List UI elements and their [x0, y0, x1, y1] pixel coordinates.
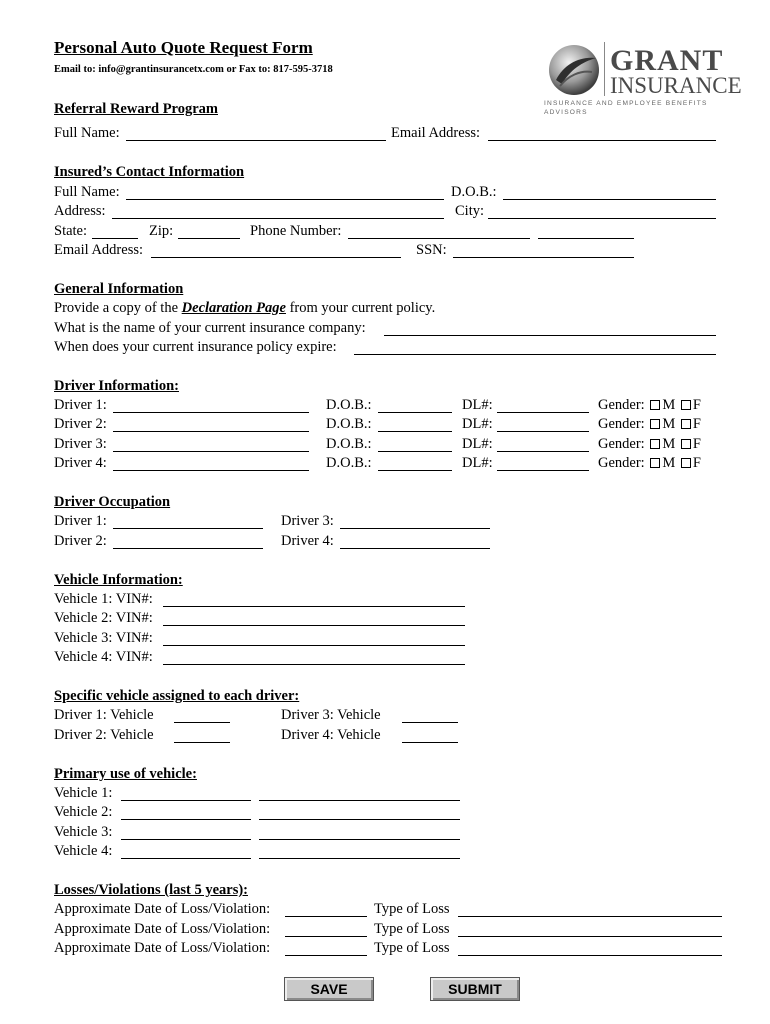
assigned-driver3-field[interactable] — [402, 722, 458, 723]
occupation-driver2-field[interactable] — [113, 548, 263, 549]
declaration-page-link: Declaration Page — [181, 300, 286, 316]
driver-gender — [598, 435, 701, 453]
insured-state-field[interactable] — [92, 238, 138, 239]
primary-use-vehicle-label: Vehicle 1: — [54, 785, 113, 801]
contact-line: Email to: info@grantinsurancetx.com or Fax to: 817-595-3718 — [54, 64, 333, 75]
occupation-driver3-field[interactable] — [340, 528, 490, 529]
driver-dob-field[interactable] — [378, 451, 452, 452]
referral-heading: Referral Reward Program — [54, 101, 218, 117]
occupation-driver1-field[interactable] — [113, 528, 263, 529]
vehicle-vin-field[interactable] — [163, 645, 465, 646]
losses-heading: Losses/Violations (last 5 years): — [54, 882, 248, 898]
loss-date-label: Approximate Date of Loss/Violation: — [54, 921, 271, 937]
referral-email-field[interactable] — [488, 140, 716, 141]
gender-male-label: M — [662, 397, 676, 413]
insured-phone-field[interactable] — [348, 238, 530, 239]
gender-male-checkbox[interactable] — [650, 458, 660, 468]
driver-dl-label: DL#: — [462, 455, 493, 471]
insured-state-label: State: — [54, 223, 88, 239]
referral-full-name-label: Full Name: — [54, 125, 120, 141]
vehicle-vin-field[interactable] — [163, 606, 465, 607]
driver-name-field[interactable] — [113, 470, 309, 471]
grant-insurance-logo — [544, 40, 742, 116]
primary-use-detail-field[interactable] — [259, 800, 460, 801]
driver-label: Driver 3: — [54, 436, 107, 452]
driver-dob-label: D.O.B.: — [326, 397, 372, 413]
driver-gender — [598, 396, 701, 414]
driver-name-field[interactable] — [113, 451, 309, 452]
driver-gender — [598, 415, 701, 433]
occupation-driver4-field[interactable] — [340, 548, 490, 549]
insured-ssn-label: SSN: — [416, 242, 447, 258]
loss-type-label: Type of Loss — [374, 901, 450, 917]
insured-email-field[interactable] — [151, 257, 401, 258]
declaration-instruction — [54, 299, 435, 317]
current-company-field[interactable] — [384, 335, 716, 336]
driver-name-field[interactable] — [113, 412, 309, 413]
gender-female-checkbox[interactable] — [681, 439, 691, 449]
gender-female-checkbox[interactable] — [681, 419, 691, 429]
vehicle-vin-label: Vehicle 2: VIN#: — [54, 610, 153, 626]
policy-expire-label: When does your current insurance policy expire: — [54, 339, 337, 355]
driver-dob-label: D.O.B.: — [326, 455, 372, 471]
driver-dob-label: D.O.B.: — [326, 436, 372, 452]
gender-label: Gender: — [598, 436, 645, 452]
insured-phone-ext-field[interactable] — [538, 238, 634, 239]
driver-dl-label: DL#: — [462, 416, 493, 432]
insured-phone-label: Phone Number: — [250, 223, 342, 239]
vehicle-vin-label: Vehicle 1: VIN#: — [54, 591, 153, 607]
gender-male-label: M — [662, 436, 676, 452]
primary-use-field[interactable] — [121, 858, 251, 859]
vehicle-vin-field[interactable] — [163, 625, 465, 626]
policy-expire-field[interactable] — [354, 354, 716, 355]
gender-label: Gender: — [598, 397, 645, 413]
driver-gender — [598, 454, 701, 472]
gender-male-checkbox[interactable] — [650, 400, 660, 410]
assigned-heading: Specific vehicle assigned to each driver: — [54, 688, 300, 704]
driver-info-heading: Driver Information: — [54, 378, 179, 394]
occupation-driver2-label: Driver 2: — [54, 533, 107, 549]
general-heading: General Information — [54, 281, 184, 297]
driver-dl-label: DL#: — [462, 397, 493, 413]
insured-dob-label: D.O.B.: — [451, 184, 497, 200]
occupation-driver1-label: Driver 1: — [54, 513, 107, 529]
occupation-heading: Driver Occupation — [54, 494, 171, 510]
driver-dl-label: DL#: — [462, 436, 493, 452]
logo-tagline: INSURANCE AND EMPLOYEE BENEFITS ADVISORS — [544, 100, 708, 116]
submit-button[interactable]: SUBMIT — [430, 977, 520, 1001]
vehicle-vin-label: Vehicle 3: VIN#: — [54, 630, 153, 646]
current-company-label: What is the name of your current insurance company: — [54, 320, 366, 336]
loss-date-field[interactable] — [285, 936, 367, 937]
grant-swoosh-icon — [546, 42, 602, 98]
insured-ssn-field[interactable] — [453, 257, 634, 258]
assigned-driver4-label: Driver 4: Vehicle — [281, 727, 381, 743]
insured-email-label: Email Address: — [54, 242, 144, 258]
declaration-text-after: from your current policy. — [285, 300, 436, 316]
assigned-driver1-field[interactable] — [174, 722, 230, 723]
insured-address-field[interactable] — [112, 218, 444, 219]
declaration-text-before: Provide a copy of the — [54, 300, 182, 316]
vehicle-vin-field[interactable] — [163, 664, 465, 665]
insured-dob-field[interactable] — [503, 199, 716, 200]
insured-zip-field[interactable] — [178, 238, 240, 239]
logo-brand: GRANT — [610, 44, 724, 77]
primary-use-field[interactable] — [121, 839, 251, 840]
driver-label: Driver 2: — [54, 416, 107, 432]
driver-label: Driver 4: — [54, 455, 107, 471]
loss-type-field[interactable] — [458, 955, 722, 956]
primary-use-field[interactable] — [121, 800, 251, 801]
loss-type-label: Type of Loss — [374, 921, 450, 937]
logo-divider — [604, 42, 605, 96]
logo-brand-2: INSURANCE — [610, 73, 742, 98]
gender-male-checkbox[interactable] — [650, 439, 660, 449]
assigned-driver3-label: Driver 3: Vehicle — [281, 707, 381, 723]
loss-date-field[interactable] — [285, 955, 367, 956]
loss-date-label: Approximate Date of Loss/Violation: — [54, 940, 271, 956]
driver-name-field[interactable] — [113, 431, 309, 432]
vehicle-vin-label: Vehicle 4: VIN#: — [54, 649, 153, 665]
driver-dl-field[interactable] — [497, 470, 589, 471]
referral-email-label: Email Address: — [391, 125, 481, 141]
insured-full-name-field[interactable] — [126, 199, 444, 200]
driver-dob-field[interactable] — [378, 412, 452, 413]
gender-label: Gender: — [598, 455, 645, 471]
primary-use-detail-field[interactable] — [259, 839, 460, 840]
insured-zip-label: Zip: — [149, 223, 174, 239]
insured-full-name-label: Full Name: — [54, 184, 120, 200]
primary-use-vehicle-label: Vehicle 2: — [54, 804, 113, 820]
gender-label: Gender: — [598, 416, 645, 432]
loss-date-label: Approximate Date of Loss/Violation: — [54, 901, 271, 917]
gender-male-checkbox[interactable] — [650, 419, 660, 429]
driver-dl-field[interactable] — [497, 431, 589, 432]
primary-use-field[interactable] — [121, 819, 251, 820]
gender-male-label: M — [662, 416, 676, 432]
loss-date-field[interactable] — [285, 916, 367, 917]
assigned-driver4-field[interactable] — [402, 742, 458, 743]
referral-full-name-field[interactable] — [126, 140, 386, 141]
primary-use-vehicle-label: Vehicle 3: — [54, 824, 113, 840]
assigned-driver1-label: Driver 1: Vehicle — [54, 707, 154, 723]
gender-female-label: F — [692, 416, 701, 432]
gender-female-label: F — [692, 455, 701, 471]
gender-female-label: F — [692, 397, 701, 413]
vehicle-info-heading: Vehicle Information: — [54, 572, 183, 588]
driver-dob-label: D.O.B.: — [326, 416, 372, 432]
insured-city-field[interactable] — [488, 218, 716, 219]
assigned-driver2-label: Driver 2: Vehicle — [54, 727, 154, 743]
loss-type-field[interactable] — [458, 936, 722, 937]
primary-use-detail-field[interactable] — [259, 858, 460, 859]
save-button[interactable]: SAVE — [284, 977, 374, 1001]
insured-city-label: City: — [455, 203, 485, 219]
driver-dl-field[interactable] — [497, 451, 589, 452]
insured-heading: Insured’s Contact Information — [54, 164, 245, 180]
occupation-driver4-label: Driver 4: — [281, 533, 334, 549]
driver-dob-field[interactable] — [378, 431, 452, 432]
driver-dl-field[interactable] — [497, 412, 589, 413]
driver-label: Driver 1: — [54, 397, 107, 413]
form-title: Personal Auto Quote Request Form — [54, 38, 313, 57]
insured-address-label: Address: — [54, 203, 106, 219]
gender-female-label: F — [692, 436, 701, 452]
assigned-driver2-field[interactable] — [174, 742, 230, 743]
gender-male-label: M — [662, 455, 676, 471]
loss-type-field[interactable] — [458, 916, 722, 917]
loss-type-label: Type of Loss — [374, 940, 450, 956]
primary-use-vehicle-label: Vehicle 4: — [54, 843, 113, 859]
gender-female-checkbox[interactable] — [681, 400, 691, 410]
primary-use-detail-field[interactable] — [259, 819, 460, 820]
primary-use-heading: Primary use of vehicle: — [54, 766, 197, 782]
driver-dob-field[interactable] — [378, 470, 452, 471]
gender-female-checkbox[interactable] — [681, 458, 691, 468]
occupation-driver3-label: Driver 3: — [281, 513, 334, 529]
